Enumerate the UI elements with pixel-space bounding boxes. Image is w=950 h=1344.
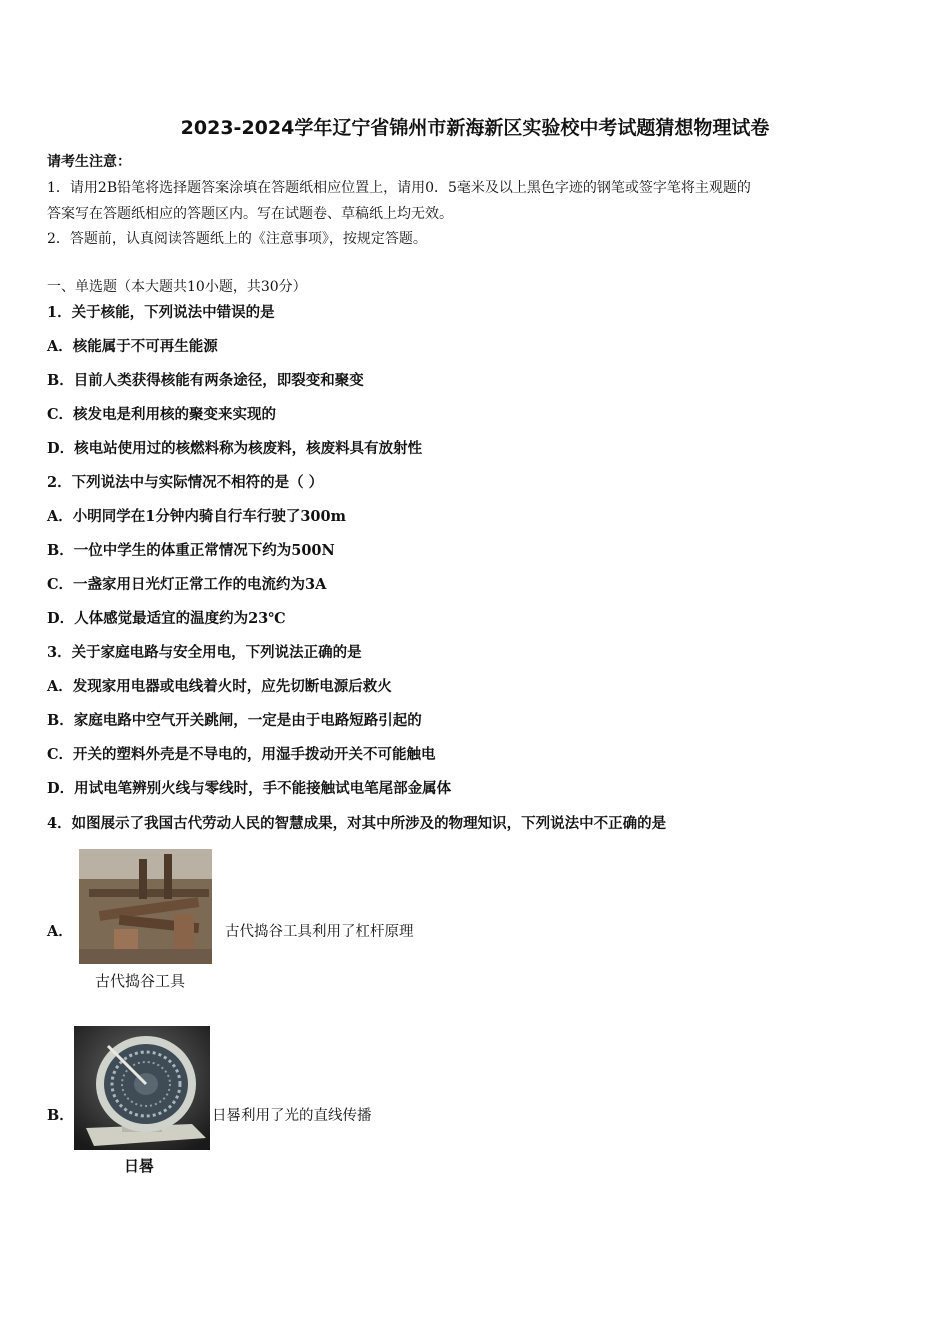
- question-2-option-a: A．小明同学在1分钟内骑自行车行驶了300m: [47, 508, 346, 525]
- notice-line-2: 答案写在答题纸相应的答题区内。写在试题卷、草稿纸上均无效。: [47, 206, 453, 222]
- notice-line-1: 1．请用2B铅笔将选择题答案涂填在答题纸相应位置上，请用0．5毫米及以上黑色字迹的钢笔或签字笔将主观题的: [47, 180, 751, 196]
- question-1-stem: 1．关于核能，下列说法中错误的是: [47, 304, 275, 321]
- sundial-caption: 日晷: [124, 1157, 155, 1175]
- question-2-option-d: D．人体感觉最适宜的温度约为23℃: [47, 610, 286, 627]
- question-2-stem: 2．下列说法中与实际情况不相符的是（ ）: [47, 474, 324, 491]
- question-4-option-b-letter: B．: [47, 1107, 74, 1124]
- sundial-image: [74, 1026, 210, 1150]
- question-1-option-a: A．核能属于不可再生能源: [47, 338, 218, 355]
- question-4-option-a-text: 古代捣谷工具利用了杠杆原理: [225, 924, 414, 940]
- question-2-option-b: B．一位中学生的体重正常情况下约为500N: [47, 542, 335, 559]
- question-1-option-c: C．核发电是利用核的聚变来实现的: [47, 406, 277, 423]
- page-title: 2023-2024学年辽宁省锦州市新海新区实验校中考试题猜想物理试卷: [180, 117, 770, 139]
- question-4-option-a-letter: A．: [47, 923, 73, 940]
- notice-line-3: 2．答题前，认真阅读答题纸上的《注意事项》，按规定答题。: [47, 231, 427, 247]
- question-3-option-d: D．用试电笔辨别火线与零线时，手不能接触试电笔尾部金属体: [47, 780, 452, 797]
- question-2-option-c: C．一盏家用日光灯正常工作的电流约为3A: [47, 576, 327, 593]
- section-heading: 一、单选题（本大题共10小题，共30分）: [47, 279, 307, 295]
- question-3-option-b: B．家庭电路中空气开关跳闸，一定是由于电路短路引起的: [47, 712, 422, 729]
- question-3-option-a: A．发现家用电器或电线着火时，应先切断电源后救火: [47, 678, 392, 695]
- grain-pounder-image: [79, 849, 212, 964]
- question-3-stem: 3．关于家庭电路与安全用电，下列说法正确的是: [47, 644, 362, 661]
- question-4-option-b-text: 日晷利用了光的直线传播: [212, 1108, 372, 1124]
- notice-heading: 请考生注意：: [47, 154, 131, 170]
- question-4-stem: 4．如图展示了我国古代劳动人民的智慧成果，对其中所涉及的物理知识，下列说法中不正确的是: [47, 815, 667, 832]
- question-3-option-c: C．开关的塑料外壳是不导电的，用湿手拨动开关不可能触电: [47, 746, 436, 763]
- question-1-option-b: B．目前人类获得核能有两条途径，即裂变和聚变: [47, 372, 364, 389]
- grain-pounder-caption: 古代捣谷工具: [95, 972, 186, 990]
- question-1-option-d: D．核电站使用过的核燃料称为核废料，核废料具有放射性: [47, 440, 423, 457]
